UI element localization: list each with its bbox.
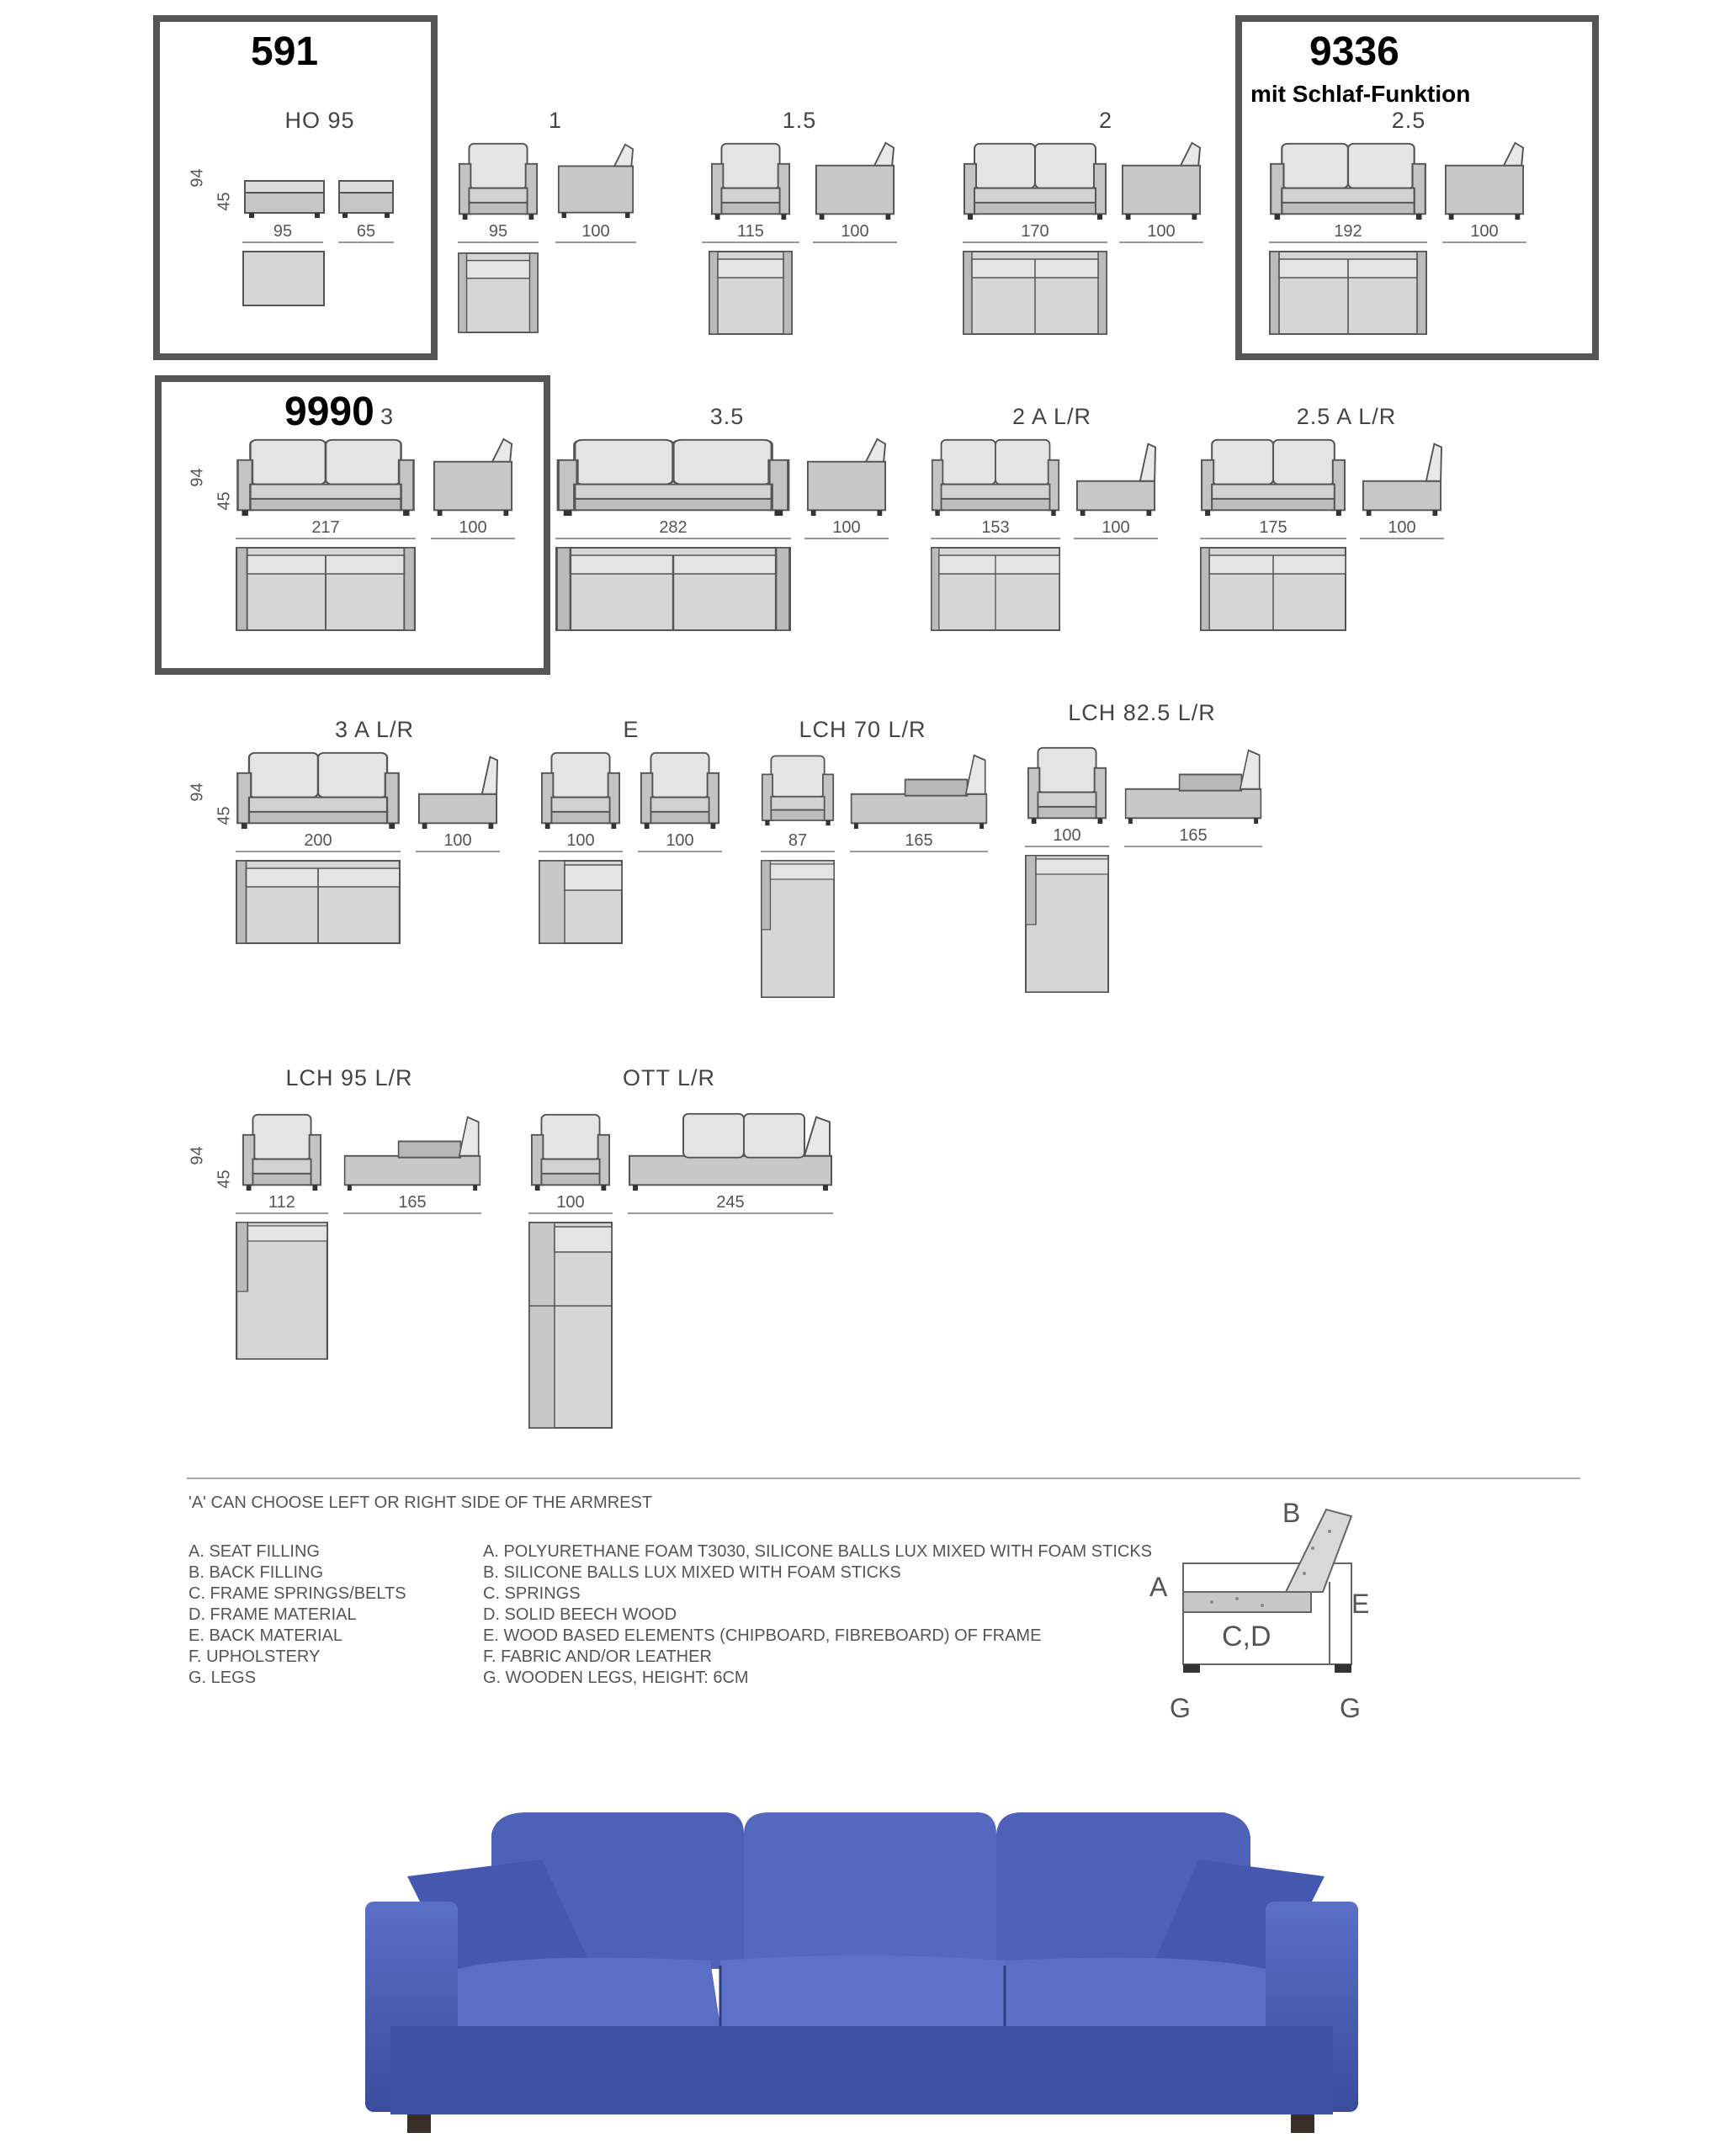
diagram-label-g2: G — [1340, 1693, 1361, 1723]
dim-width: 87 — [761, 831, 835, 852]
legend-key: G. LEGS — [188, 1669, 257, 1687]
dim-depth: 100 — [555, 222, 636, 243]
sofa3a-plan-icon — [236, 860, 401, 944]
sofa35-plan-icon — [555, 547, 791, 631]
height-45-row4: 45 — [215, 1170, 234, 1189]
ott-front-icon — [528, 1111, 613, 1191]
legend-key: A. SEAT FILLING — [188, 1542, 320, 1561]
module-label-2: 2 — [1098, 108, 1113, 133]
module-label-3: 3 — [380, 404, 395, 429]
dim-width: 112 — [236, 1193, 328, 1214]
corner-side-icon — [638, 749, 722, 830]
dim-width: 217 — [236, 518, 416, 539]
lch95-side-icon — [343, 1111, 481, 1191]
legend-key: D. FRAME MATERIAL — [188, 1605, 357, 1624]
sofa3-front-icon — [236, 436, 416, 517]
dim-depth: 165 — [1124, 826, 1262, 847]
code-9336-subtitle: mit Schlaf-Funktion — [1250, 81, 1471, 107]
module-label-2a: 2 A L/R — [1011, 404, 1092, 429]
armchair-side-icon — [557, 140, 634, 220]
height-45-row2: 45 — [215, 491, 234, 511]
module-label-e: E — [623, 717, 640, 742]
module-label-ott: OTT L/R — [622, 1065, 716, 1090]
lch95-front-icon — [236, 1111, 328, 1191]
legend-key: E. BACK MATERIAL — [188, 1626, 343, 1645]
ottoman-plan-icon — [242, 251, 325, 306]
sofa3a-side-icon — [416, 749, 500, 830]
legend-value: D. SOLID BEECH WOOD — [483, 1605, 677, 1624]
dim-width: 282 — [555, 518, 791, 539]
legend-values — [483, 1541, 1152, 1689]
module-label-1: 1 — [548, 108, 563, 133]
cross-section-diagram — [1161, 1498, 1380, 1700]
loveseat-side-icon — [813, 140, 897, 220]
dim-width: 200 — [236, 831, 401, 852]
armchair-front-icon — [458, 140, 539, 220]
dim-width: 95 — [242, 222, 323, 243]
sofa2-side-icon — [1119, 140, 1203, 220]
dim-depth: 100 — [1360, 518, 1444, 539]
dim-depth: 100 — [431, 518, 515, 539]
dim-depth: 100 — [804, 518, 889, 539]
dim-width: 115 — [702, 222, 799, 243]
lch825-plan-icon — [1025, 855, 1109, 993]
module-label-lch825: LCH 82.5 L/R — [1068, 700, 1216, 725]
dim-depth: 100 — [1442, 222, 1526, 243]
height-45-row1: 45 — [215, 192, 234, 211]
blue-sofa-image — [357, 1801, 1367, 2137]
module-label-2-5: 2.5 — [1391, 108, 1426, 133]
sofa25a-side-icon — [1360, 436, 1444, 517]
diagram-label-cd: C,D — [1222, 1621, 1271, 1653]
ott-side-icon — [628, 1111, 833, 1191]
diagram-label-e: E — [1351, 1589, 1370, 1619]
module-label-lch70: LCH 70 L/R — [799, 717, 926, 742]
sofa25-side-icon — [1442, 140, 1526, 220]
height-94-row1: 94 — [188, 168, 207, 188]
dim-width: 170 — [963, 222, 1107, 243]
legend-value: E. WOOD BASED ELEMENTS (CHIPBOARD, FIBREBOARD) OF FRAME — [483, 1626, 1042, 1645]
lch825-side-icon — [1124, 744, 1262, 825]
dim-depth: 100 — [416, 831, 500, 852]
dim-width: 95 — [458, 222, 539, 243]
height-45-row3: 45 — [215, 806, 234, 825]
sofa25-plan-icon — [1269, 251, 1427, 335]
legend-value: A. POLYURETHANE FOAM T3030, SILICONE BALLS LUX MIXED WITH FOAM STICKS — [483, 1542, 1152, 1561]
sofa2-plan-icon — [963, 251, 1107, 335]
code-9336: 9336 — [1309, 29, 1399, 74]
dim-depth: 100 — [1119, 222, 1203, 243]
sofa25a-plan-icon — [1200, 547, 1346, 631]
loveseat-front-icon — [702, 140, 799, 220]
sofa2-front-icon — [963, 140, 1107, 220]
sofa35-front-icon — [555, 436, 791, 517]
dim-depth: 165 — [850, 831, 988, 852]
corner-plan-icon — [539, 860, 623, 944]
dim-width: 153 — [931, 518, 1060, 539]
corner-front-icon — [539, 749, 623, 830]
divider — [187, 1478, 1580, 1479]
sofa2a-front-icon — [931, 436, 1060, 517]
code-591: 591 — [251, 29, 319, 74]
dim-width: 175 — [1200, 518, 1346, 539]
diagram-label-b: B — [1282, 1498, 1301, 1528]
lch825-front-icon — [1025, 744, 1109, 825]
sofa25a-front-icon — [1200, 436, 1346, 517]
module-label-ho95: HO 95 — [284, 108, 355, 133]
lch70-plan-icon — [761, 860, 835, 998]
loveseat-plan-icon — [702, 251, 799, 335]
dim-depth: 100 — [1074, 518, 1158, 539]
sofa2a-side-icon — [1074, 436, 1158, 517]
sofa2a-plan-icon — [931, 547, 1060, 631]
sofa3a-front-icon — [236, 749, 401, 830]
module-label-2-5a: 2.5 A L/R — [1296, 404, 1397, 429]
dim-width: 100 — [1025, 826, 1109, 847]
legend-value: C. SPRINGS — [483, 1584, 581, 1603]
height-94-row3: 94 — [188, 783, 207, 802]
sofa25-front-icon — [1269, 140, 1427, 220]
legend-key: C. FRAME SPRINGS/BELTS — [188, 1584, 406, 1603]
dim-depth: 100 — [813, 222, 897, 243]
dim-width: 100 — [528, 1193, 613, 1214]
dim-depth: 65 — [338, 222, 394, 243]
legend-key: B. BACK FILLING — [188, 1563, 324, 1582]
legend-value: G. WOODEN LEGS, HEIGHT: 6CM — [483, 1669, 749, 1687]
armchair-plan-icon — [458, 251, 539, 335]
code-9990: 9990 — [284, 390, 374, 434]
sofa35-side-icon — [804, 436, 889, 517]
ottoman-small-icon — [338, 180, 394, 219]
diagram-label-g1: G — [1170, 1693, 1191, 1723]
sofa3-side-icon — [431, 436, 515, 517]
dim-depth: 100 — [638, 831, 722, 852]
module-label-lch95: LCH 95 L/R — [285, 1065, 413, 1090]
height-94-row4: 94 — [188, 1146, 207, 1165]
dim-width: 192 — [1269, 222, 1427, 243]
sofa3-plan-icon — [236, 547, 416, 631]
ott-plan-icon — [528, 1222, 613, 1429]
legend-keys — [188, 1541, 406, 1689]
height-94-row2: 94 — [188, 468, 207, 487]
lch70-front-icon — [761, 749, 835, 830]
module-label-3-5: 3.5 — [709, 404, 745, 429]
dim-width: 100 — [539, 831, 623, 852]
ottoman-front-icon — [244, 180, 325, 219]
legend-value: B. SILICONE BALLS LUX MIXED WITH FOAM STICKS — [483, 1563, 901, 1582]
lch70-side-icon — [850, 749, 988, 830]
diagram-label-a: A — [1149, 1572, 1168, 1602]
module-label-3a: 3 A L/R — [334, 717, 415, 742]
legend-key: F. UPHOLSTERY — [188, 1647, 321, 1666]
dim-depth: 165 — [343, 1193, 481, 1214]
legend-value: F. FABRIC AND/OR LEATHER — [483, 1647, 712, 1666]
armrest-note: 'A' CAN CHOOSE LEFT OR RIGHT SIDE OF THE ARMREST — [188, 1493, 653, 1512]
lch95-plan-icon — [236, 1222, 328, 1360]
module-label-1-5: 1.5 — [782, 108, 817, 133]
dim-depth: 245 — [628, 1193, 833, 1214]
